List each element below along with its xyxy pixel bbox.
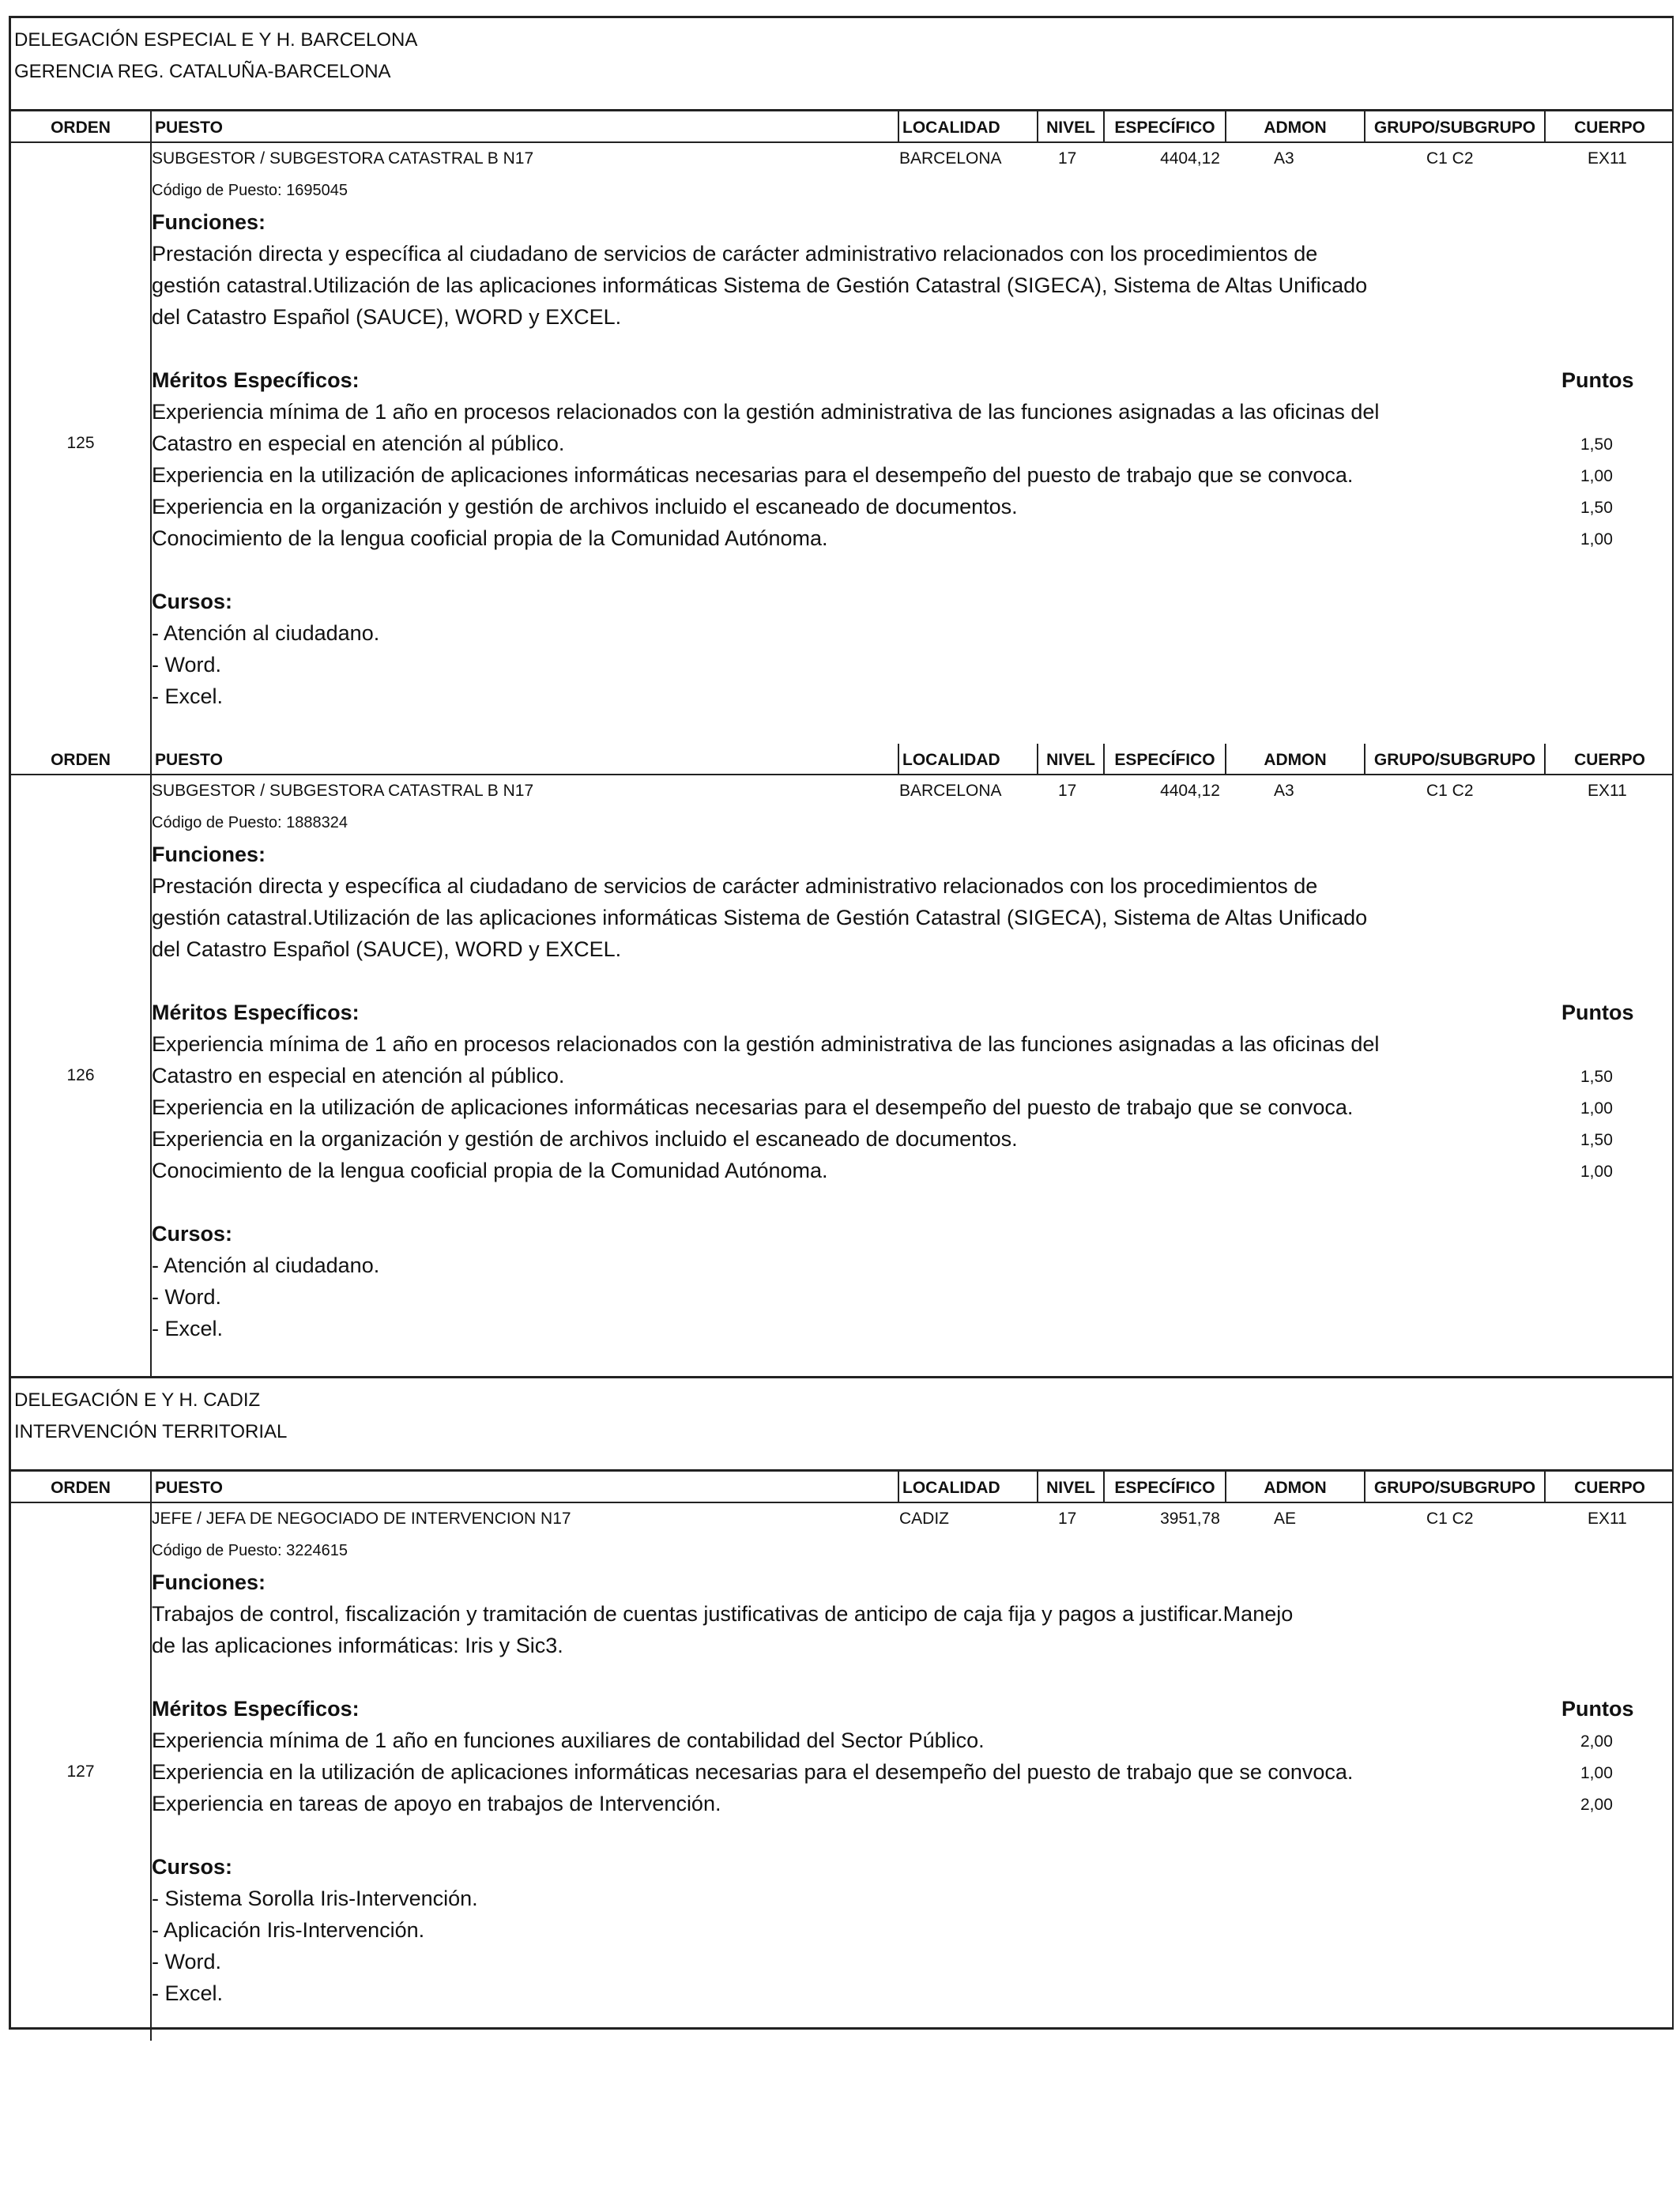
merito-text: Experiencia en la utilización de aplicaciones informáticas necesarias para el desempeño del puesto de trabajo que se convoca. <box>152 1095 1354 1119</box>
merito-text: Experiencia mínima de 1 año en procesos relacionados con la gestión administrativa de las funciones asignadas a las oficinas del <box>152 1032 1380 1056</box>
orden-value: 127 <box>11 1503 152 2041</box>
record-summary <box>152 775 1672 807</box>
record-summary <box>152 1503 1672 1535</box>
col-cuerpo: CUERPO <box>1544 1472 1674 1502</box>
record-summary <box>152 143 1672 175</box>
column-header-row <box>11 111 1672 143</box>
admon-value: A3 <box>1274 149 1294 168</box>
col-puesto: PUESTO <box>150 111 898 141</box>
curso-item: - Atención al ciudadano. <box>152 1253 380 1277</box>
puntos-heading: Puntos <box>1561 1001 1634 1024</box>
funciones-heading: Funciones: <box>152 843 266 866</box>
col-nivel: NIVEL <box>1037 1472 1103 1502</box>
merito-row <box>152 396 1672 428</box>
grupo-value: C1 C2 <box>1426 149 1474 168</box>
merito-text: Experiencia mínima de 1 año en procesos relacionados con la gestión administrativa de las funciones asignadas a las oficinas del <box>152 400 1380 424</box>
cursos-heading: Cursos: <box>152 1855 233 1879</box>
col-admon: ADMON <box>1225 111 1364 141</box>
especifico-value: 4404,12 <box>1160 149 1220 168</box>
merito-points: 1,50 <box>1580 499 1613 517</box>
meritos-heading: Méritos Específicos: <box>152 1697 360 1721</box>
section-cadiz <box>11 1378 1672 2041</box>
merito-points: 1,50 <box>1580 435 1613 454</box>
curso-item: - Atención al ciudadano. <box>152 621 380 645</box>
funciones-heading: Funciones: <box>152 210 266 234</box>
merito-text: Experiencia mínima de 1 año en funciones auxiliares de contabilidad del Sector Público. <box>152 1728 985 1752</box>
col-admon: ADMON <box>1225 744 1364 774</box>
col-especifico: ESPECÍFICO <box>1103 744 1225 774</box>
orden-value: 126 <box>11 775 152 1376</box>
especifico-value: 4404,12 <box>1160 782 1220 800</box>
merito-row <box>152 428 1672 459</box>
merito-text: Catastro en especial en atención al público. <box>152 1064 565 1088</box>
org-line-2: GERENCIA REG. CATALUÑA-BARCELONA <box>14 61 391 82</box>
curso-item: - Word. <box>152 1950 222 1973</box>
col-puesto: PUESTO <box>150 1472 898 1502</box>
merito-text: Conocimiento de la lengua cooficial propia de la Comunidad Autónoma. <box>152 1159 828 1182</box>
codigo-puesto: Código de Puesto: 3224615 <box>152 1542 348 1559</box>
merito-points: 1,00 <box>1580 1163 1613 1181</box>
col-grupo: GRUPO/SUBGRUPO <box>1364 1472 1544 1502</box>
nivel-value: 17 <box>1058 782 1077 800</box>
merito-points: 1,00 <box>1580 1764 1613 1782</box>
merito-row <box>152 1060 1672 1091</box>
col-admon: ADMON <box>1225 1472 1364 1502</box>
grupo-value: C1 C2 <box>1426 782 1474 800</box>
localidad-value: CADIZ <box>899 1510 949 1528</box>
org-line-1: DELEGACIÓN ESPECIAL E Y H. BARCELONA <box>14 29 418 51</box>
meritos-heading: Méritos Específicos: <box>152 1001 360 1024</box>
funciones-line: gestión catastral.Utilización de las aplicaciones informáticas Sistema de Gestión Catastral (SIGECA), Sistema de Altas Unificado <box>152 273 1368 297</box>
codigo-puesto: Código de Puesto: 1695045 <box>152 182 348 199</box>
localidad-value: BARCELONA <box>899 149 1002 168</box>
curso-item: - Aplicación Iris-Intervención. <box>152 1918 425 1942</box>
orden-value: 125 <box>11 143 152 744</box>
section-barcelona <box>11 18 1672 1378</box>
col-cuerpo: CUERPO <box>1544 111 1674 141</box>
especifico-value: 3951,78 <box>1160 1510 1220 1528</box>
org-header <box>11 1378 1672 1472</box>
funciones-line: de las aplicaciones informáticas: Iris y Sic3. <box>152 1634 563 1657</box>
col-localidad: LOCALIDAD <box>898 744 1037 774</box>
merito-row <box>152 1155 1672 1186</box>
cursos-heading: Cursos: <box>152 590 233 613</box>
col-especifico: ESPECÍFICO <box>1103 111 1225 141</box>
merito-text: Experiencia en la organización y gestión de archivos incluido el escaneado de documentos. <box>152 495 1018 518</box>
merito-points: 1,00 <box>1580 1099 1613 1118</box>
cursos-list <box>152 1250 1672 1344</box>
merito-row <box>152 1756 1672 1788</box>
meritos-heading-row <box>152 997 1672 1028</box>
funciones-heading: Funciones: <box>152 1570 266 1594</box>
column-header-row <box>11 1472 1672 1503</box>
col-nivel: NIVEL <box>1037 744 1103 774</box>
meritos-heading: Méritos Específicos: <box>152 368 360 392</box>
org-line-1: DELEGACIÓN E Y H. CADIZ <box>14 1389 261 1411</box>
merito-points: 2,00 <box>1580 1796 1613 1814</box>
curso-item: - Excel. <box>152 1981 224 2005</box>
job-record <box>11 143 1672 744</box>
job-record <box>11 775 1672 1376</box>
cursos-heading: Cursos: <box>152 1222 233 1246</box>
puesto-value: SUBGESTOR / SUBGESTORA CATASTRAL B N17 <box>152 782 534 800</box>
col-nivel: NIVEL <box>1037 111 1103 141</box>
merito-text: Experiencia en la organización y gestión de archivos incluido el escaneado de documentos. <box>152 1127 1018 1151</box>
job-record <box>11 1503 1672 2041</box>
meritos-heading-row <box>152 364 1672 396</box>
curso-item: - Word. <box>152 653 222 677</box>
merito-row <box>152 459 1672 491</box>
col-grupo: GRUPO/SUBGRUPO <box>1364 111 1544 141</box>
funciones-line: del Catastro Español (SAUCE), WORD y EXCEL. <box>152 305 622 329</box>
merito-row <box>152 1091 1672 1123</box>
cursos-list <box>152 617 1672 712</box>
funciones-text <box>152 238 1672 333</box>
column-header-row <box>11 744 1672 775</box>
document-page <box>9 16 1674 2030</box>
funciones-line: Trabajos de control, fiscalización y tramitación de cuentas justificativas de anticipo de caja fija y pagos a justificar.Manejo <box>152 1602 1294 1626</box>
meritos-heading-row <box>152 1693 1672 1725</box>
puesto-value: JEFE / JEFA DE NEGOCIADO DE INTERVENCION N17 <box>152 1510 571 1528</box>
cursos-list <box>152 1883 1672 2009</box>
merito-text: Experiencia en la utilización de aplicaciones informáticas necesarias para el desempeño del puesto de trabajo que se convoca. <box>152 1760 1354 1784</box>
curso-item: - Sistema Sorolla Iris-Intervención. <box>152 1887 478 1910</box>
merito-row <box>152 522 1672 554</box>
col-grupo: GRUPO/SUBGRUPO <box>1364 744 1544 774</box>
col-localidad: LOCALIDAD <box>898 111 1037 141</box>
funciones-text <box>152 870 1672 965</box>
org-header <box>11 18 1672 111</box>
puntos-heading: Puntos <box>1561 368 1634 392</box>
cuerpo-value: EX11 <box>1588 782 1627 800</box>
org-line-2: INTERVENCIÓN TERRITORIAL <box>14 1421 288 1442</box>
merito-row <box>152 491 1672 522</box>
cuerpo-value: EX11 <box>1588 149 1627 168</box>
meritos-list <box>152 1028 1672 1186</box>
col-orden: ORDEN <box>51 751 111 769</box>
funciones-line: gestión catastral.Utilización de las aplicaciones informáticas Sistema de Gestión Catastral (SIGECA), Sistema de Altas Unificado <box>152 906 1368 929</box>
merito-points: 1,00 <box>1580 530 1613 548</box>
col-puesto: PUESTO <box>150 744 898 774</box>
puesto-value: SUBGESTOR / SUBGESTORA CATASTRAL B N17 <box>152 149 534 168</box>
funciones-text <box>152 1598 1672 1661</box>
merito-points: 2,00 <box>1580 1732 1613 1751</box>
cuerpo-value: EX11 <box>1588 1510 1627 1528</box>
merito-text: Catastro en especial en atención al público. <box>152 432 565 455</box>
merito-points: 1,50 <box>1580 1068 1613 1086</box>
merito-text: Conocimiento de la lengua cooficial propia de la Comunidad Autónoma. <box>152 526 828 550</box>
curso-item: - Word. <box>152 1285 222 1309</box>
merito-row <box>152 1788 1672 1819</box>
admon-value: AE <box>1274 1510 1297 1528</box>
col-orden: ORDEN <box>51 1479 111 1497</box>
merito-row <box>152 1725 1672 1756</box>
col-especifico: ESPECÍFICO <box>1103 1472 1225 1502</box>
merito-row <box>152 1028 1672 1060</box>
merito-row <box>152 1123 1672 1155</box>
col-cuerpo: CUERPO <box>1544 744 1674 774</box>
merito-points: 1,00 <box>1580 467 1613 485</box>
curso-item: - Excel. <box>152 684 224 708</box>
col-orden: ORDEN <box>51 119 111 137</box>
codigo-puesto: Código de Puesto: 1888324 <box>152 814 348 831</box>
meritos-list <box>152 1725 1672 1819</box>
meritos-list <box>152 396 1672 554</box>
curso-item: - Excel. <box>152 1317 224 1340</box>
col-localidad: LOCALIDAD <box>898 1472 1037 1502</box>
merito-text: Experiencia en la utilización de aplicaciones informáticas necesarias para el desempeño del puesto de trabajo que se convoca. <box>152 463 1354 487</box>
nivel-value: 17 <box>1058 149 1077 168</box>
puntos-heading: Puntos <box>1561 1697 1634 1721</box>
funciones-line: Prestación directa y específica al ciudadano de servicios de carácter administrativo relacionados con los procedimientos de <box>152 874 1318 898</box>
grupo-value: C1 C2 <box>1426 1510 1474 1528</box>
admon-value: A3 <box>1274 782 1294 800</box>
merito-text: Experiencia en tareas de apoyo en trabajos de Intervención. <box>152 1792 721 1815</box>
nivel-value: 17 <box>1058 1510 1077 1528</box>
funciones-line: del Catastro Español (SAUCE), WORD y EXCEL. <box>152 937 622 961</box>
funciones-line: Prestación directa y específica al ciudadano de servicios de carácter administrativo relacionados con los procedimientos de <box>152 242 1318 266</box>
localidad-value: BARCELONA <box>899 782 1002 800</box>
merito-points: 1,50 <box>1580 1131 1613 1149</box>
